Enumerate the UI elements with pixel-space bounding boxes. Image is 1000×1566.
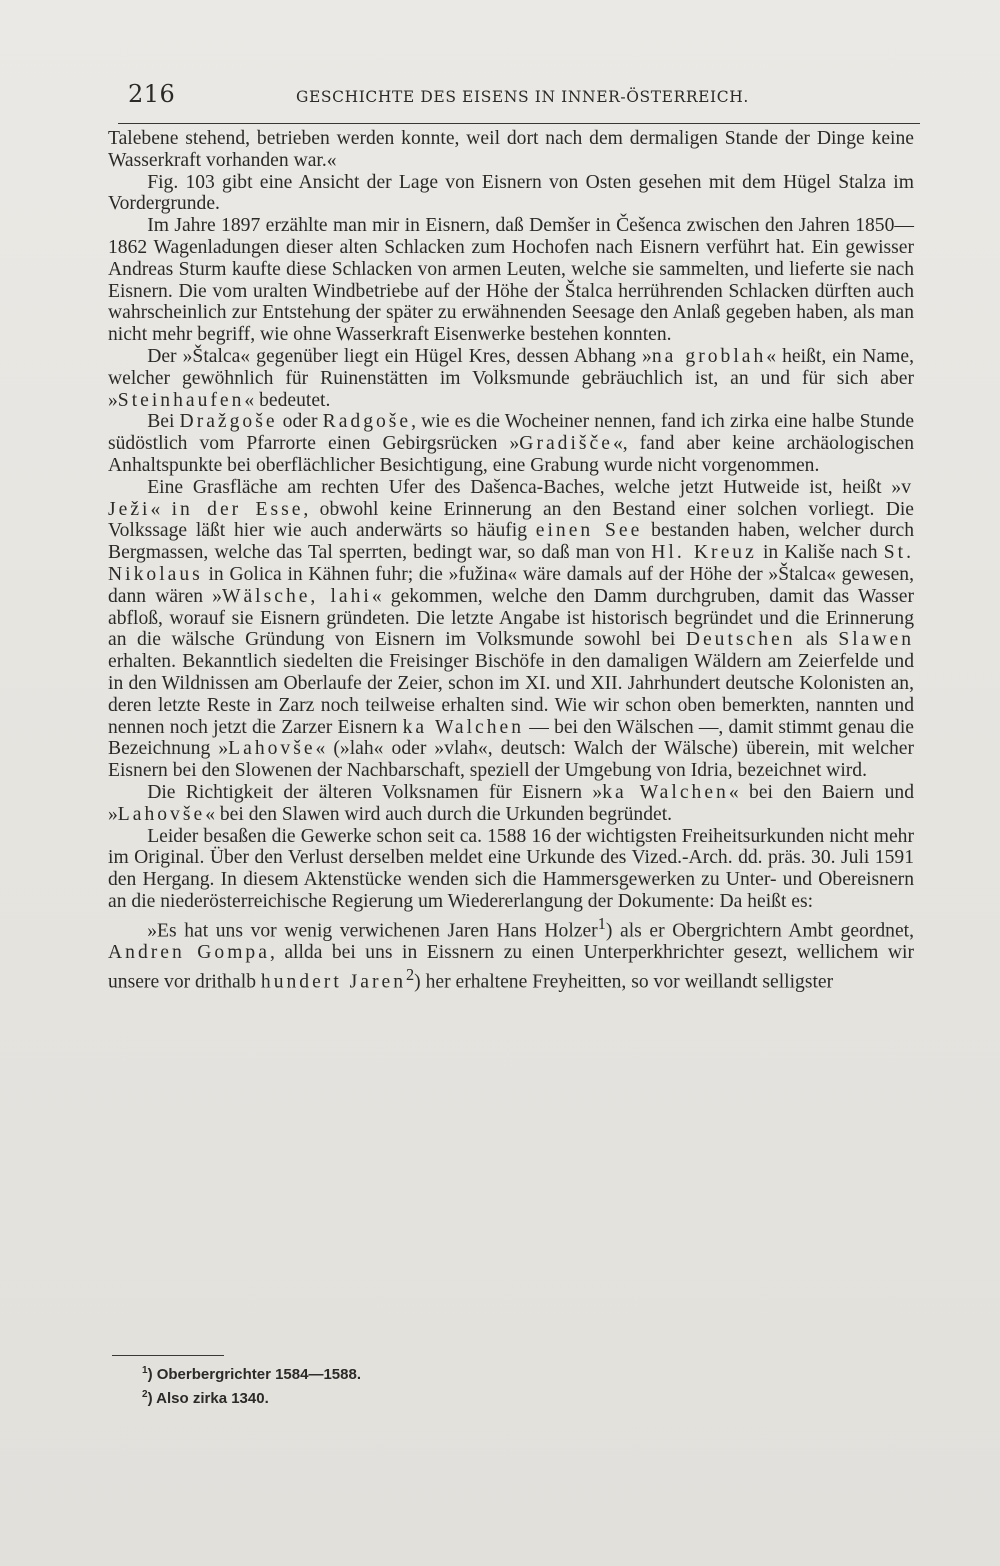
spaced-term: ka Walchen: [602, 781, 729, 803]
text-run: , allda bei uns in Eissnern zu einen Unterperkhrichter gesezt, wellichem wir unsere vor drithalb: [108, 942, 915, 993]
paragraph-9-quote: [108, 913, 914, 993]
footnote-text: ) Oberbergrichter 1584—1588.: [147, 1366, 361, 1383]
footnote-ref: 2: [406, 964, 415, 984]
text-run: oder: [277, 411, 323, 433]
footnotes: [142, 1361, 642, 1409]
spaced-term: Lahovše: [228, 738, 316, 760]
spaced-term: ka Walchen: [402, 716, 525, 738]
paragraph-3: Im Jahre 1897 erzählte man mir in Eisnern, daß Demšer in Češenca zwischen den Jahren 1850—1862 Wagenladungen dieser alten Schlacken zum Hochofen nach Eisnern verführt hat. Ein gewisser Andreas Sturm kaufte diese Schlacken von armen Leuten, welche sie sammelten, und lieferte sie nach Eisnern. Die vom uralten Windbetriebe auf der Höhe der Štalca herrührenden Schlacken dürften auch wahrscheinlich zur Entstehung der später zu erwähnenden Seesage den Anlaß gegeben haben, als man nicht mehr begriff, wie ohne Wasserkraft Eisenwerke bestehen konnten.: [108, 215, 914, 346]
spaced-term: v Ježi: [108, 476, 914, 520]
spaced-term: Hl. Kreuz: [651, 542, 757, 564]
text-run: erhalten. Bekanntlich siedelten die Freisinger Bischöfe in den damaligen Wäldern am Zeierfelde und in den Wildnissen am Oberlaufe der Zeier, schon im XI. und XII. Jahrhundert deutsche Kolonisten an, deren letzte Reste in Zarz noch teilweise erhalten sind. Wie wir schon oben bemerkten, nannten und nennen noch jetzt die Zarzer Eisnern: [108, 651, 914, 738]
page-header: [118, 80, 920, 120]
text-run: Der »Štalca« gegenüber liegt ein Hügel Kres, dessen Abhang »: [147, 345, 652, 367]
page-number: 216: [128, 80, 176, 108]
spaced-term: Dražgoše: [179, 411, 278, 433]
text-run: Bei: [147, 411, 180, 433]
body-text: [108, 128, 914, 993]
spaced-term: Lahovše: [117, 803, 206, 825]
text-run: « heißt, ein Name, welcher gewöhnlich für Ruinenstätten im Volksmunde gebräuchlich ist, an und für sich aber »: [108, 345, 914, 411]
spaced-term: in der Esse: [171, 498, 304, 520]
text-run: in Kališe nach: [756, 542, 884, 564]
text-run: in Golica in Kähnen fuhr; die »fužina« wäre damals auf der Höhe der »Štalca« gewesen, dann wären »: [108, 563, 914, 607]
text-run: «, fand aber keine archäologischen Anhaltspunkte bei oberflächlicher Besichtigung, eine Grabung wurde nicht vorgenommen.: [108, 433, 915, 476]
text-run: , obwohl keine Erinnerung an den Bestand einer solchen vorliegt. Die Volkssage läßt hier wie auch anderwärts so häufig: [108, 498, 914, 542]
text-run: « gekommen, welche den Damm durchgruben, damit das Wasser abfloß, worauf sie Eisnern gründeten. Die letzte Angabe ist historisch begründet und die Erinnerung an die wälsche Gründung von Eisnern im Volksmunde sowohl bei: [108, 585, 914, 651]
footnote-mark: 2: [142, 1389, 148, 1400]
spaced-term: Radgoše: [322, 411, 412, 433]
text-run: Die Richtigkeit der älteren Volksnamen für Eisnern »: [147, 781, 603, 803]
running-title: GESCHICHTE DES EISENS IN INNER-ÖSTERREICH.: [296, 88, 749, 106]
paragraph-7: [108, 782, 914, 826]
spaced-term: Steinhaufen: [117, 389, 245, 411]
text-run: , wie es die Wocheiner nennen, fand ich zirka eine halbe Stunde südöstlich vom Pfarrorte einen Gebirgsrücken »: [108, 411, 915, 455]
spaced-term: Slawen: [838, 629, 915, 651]
spaced-term: Deutschen: [685, 629, 796, 651]
footnote-2: [142, 1385, 642, 1409]
spaced-term: Andren Gompa: [108, 942, 270, 964]
footnote-mark: 1: [142, 1365, 148, 1376]
paragraph-1: Talebene stehend, betrieben werden konnte, weil dort nach dem dermaligen Stande der Dinge keine Wasserkraft vorhanden war.«: [108, 128, 914, 171]
text-run: — bei den Wälschen —, damit stimmt genau die Bezeichnung »: [108, 716, 914, 760]
text-run: als: [795, 629, 839, 651]
spaced-term: einen See: [535, 520, 643, 542]
spaced-term: St. Nikolaus: [108, 542, 914, 585]
paragraph-8: Leider besaßen die Gewerke schon seit ca. 1588 16 der wichtigsten Freiheitsurkunden nicht mehr im Original. Über den Verlust derselben meldet eine Urkunde des Vized.-Arch. dd. präs. 30. Juli 1591 den Hergang. In diesem Aktenstücke wenden sich die Hammersgewerken zu Unter- und Obereisnern an die niederösterreichische Regierung um Wiedererlangung der Dokumente: Da heißt es:: [108, 825, 914, 912]
footnote-ref: 1: [597, 913, 606, 933]
text-run: »Es hat uns vor wenig verwichenen Jaren Hans Holzer: [147, 920, 598, 942]
spaced-term: Wälsche, lahi: [221, 585, 372, 607]
paragraph-6: [108, 477, 914, 782]
paragraph-5: [108, 411, 914, 476]
text-run: Eine Grasfläche am rechten Ufer des Dašenca-Baches, welche jetzt Hutweide ist, heißt »: [147, 476, 902, 498]
spaced-term: Gradišče: [519, 433, 613, 455]
text-run: bestanden haben, welcher durch Bergmassen, welche das Tal sperrten, bedingt war, so daß man von: [108, 520, 915, 564]
text-run: « (»lah« oder »vlah«, deutsch: Walch der Wälsche) überein, mit welcher Eisnern bei den Slowenen der Nachbarschaft, speziell der Umgebung von Idria, bezeichnet wird.: [108, 738, 914, 782]
paragraph-2: Fig. 103 gibt eine Ansicht der Lage von Eisnern von Osten gesehen mit dem Hügel Stalza im Vordergrunde.: [108, 171, 914, 215]
footnote-text: ) Also zirka 1340.: [147, 1390, 269, 1407]
text-run: «: [150, 498, 172, 520]
footnote-1: [142, 1361, 642, 1385]
spaced-term: na groblah: [651, 345, 767, 367]
text-run: ) her erhaltene Freyheitten, so vor weillandt selligster: [414, 971, 834, 993]
text-run: « bedeutet.: [244, 389, 331, 411]
paragraph-4: [108, 346, 914, 411]
footnote-rule: [112, 1355, 224, 1356]
spaced-term: hundert Jaren: [260, 971, 406, 993]
text-run: ) als er Obergrichtern Ambt geordnet,: [605, 920, 914, 942]
text-run: « bei den Baiern und »: [108, 781, 914, 825]
header-rule: [118, 123, 920, 124]
text-run: « bei den Slawen wird auch durch die Urkunden begründet.: [205, 803, 673, 825]
